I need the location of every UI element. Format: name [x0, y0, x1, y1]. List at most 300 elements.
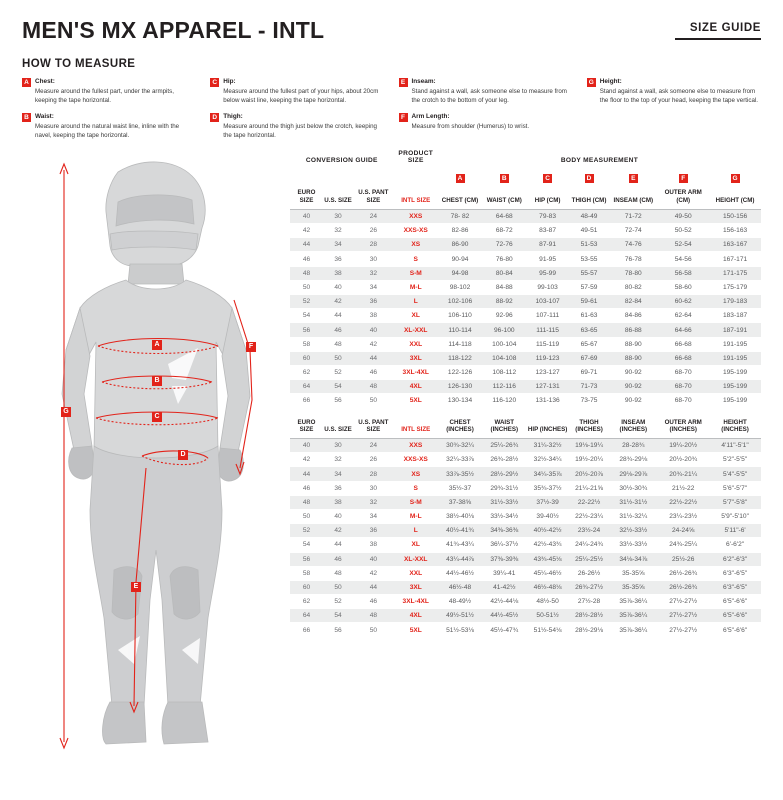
cell-value: 32½-34¼	[526, 453, 568, 467]
cell-value: 35¾-37½	[526, 481, 568, 495]
cell-value: 44	[290, 238, 323, 252]
col-badge-f-icon: F	[679, 174, 688, 183]
cell-value: 5'11"-6'	[709, 524, 761, 538]
cell-value: 42	[290, 453, 323, 467]
cell-intl-size: S	[394, 252, 438, 266]
cell-value: 64	[290, 609, 323, 623]
cell-value: 50	[323, 351, 353, 365]
figure-badge-g: G	[61, 407, 71, 417]
cell-value: 32	[353, 266, 394, 280]
cell-intl-size: 4XL	[394, 380, 438, 394]
cell-value: 56	[290, 323, 323, 337]
cell-value: 24-24⅝	[657, 524, 709, 538]
cell-intl-size: 3XL-4XL	[394, 595, 438, 609]
cell-value: 82-84	[609, 295, 657, 309]
cell-value: 60	[290, 580, 323, 594]
cell-value: 76-78	[609, 252, 657, 266]
cell-value: 40	[323, 509, 353, 523]
cell-value: 42	[290, 224, 323, 238]
cell-value: 28	[353, 467, 394, 481]
cell-value: 90-92	[609, 394, 657, 408]
measure-desc-hip: Measure around the fullest part of your hips, about 20cm below waist line, keeping the tape horizontal.	[223, 87, 379, 104]
cell-value: 44½-46½	[438, 566, 482, 580]
cell-value: 27½-27½	[657, 595, 709, 609]
table-row	[290, 538, 761, 552]
group-body-measurement: BODY MEASUREMENT	[560, 157, 639, 165]
size-guide-label: SIZE GUIDE	[689, 22, 761, 34]
cell-value: 66-68	[657, 351, 709, 365]
badge-e-icon: E	[399, 78, 408, 87]
cell-value: 38	[353, 538, 394, 552]
cell-value: 34	[353, 509, 394, 523]
cell-value: 52	[323, 595, 353, 609]
cell-value: 46	[323, 323, 353, 337]
cell-value: 6'3"-6'5"	[709, 580, 761, 594]
cell-value: 163-167	[709, 238, 761, 252]
cell-value: 52-54	[657, 238, 709, 252]
cell-value: 35⅞-36¼	[609, 595, 657, 609]
table-row	[290, 266, 761, 280]
cell-value: 44½-45½	[482, 609, 526, 623]
cell-value: 52	[290, 295, 323, 309]
col-us-size-in: U.S. SIZE	[323, 417, 353, 439]
cell-value: 38½-40⅛	[438, 509, 482, 523]
badge-d-icon: D	[210, 113, 219, 122]
cell-value: 36	[353, 295, 394, 309]
cell-value: 115-119	[526, 337, 568, 351]
cell-value: 35-35⅝	[609, 566, 657, 580]
table-row	[290, 337, 761, 351]
cell-value: 34¼-35⅞	[526, 467, 568, 481]
cell-value: 38	[323, 495, 353, 509]
cell-value: 191-195	[709, 337, 761, 351]
cell-value: 64	[290, 380, 323, 394]
cell-value: 87-91	[526, 238, 568, 252]
cell-value: 39-40½	[526, 509, 568, 523]
cell-value: 5'7"-5'8"	[709, 495, 761, 509]
cell-value: 39¼-41	[482, 566, 526, 580]
cell-value: 48-49	[569, 209, 610, 223]
cell-intl-size: 5XL	[394, 623, 438, 637]
cell-value: 51-53	[569, 238, 610, 252]
cell-value: 50	[353, 394, 394, 408]
cell-value: 98-102	[438, 280, 482, 294]
page-header	[22, 18, 761, 42]
cell-value: 90-92	[609, 365, 657, 379]
cell-value: 40	[353, 552, 394, 566]
figure-badge-f: F	[246, 342, 256, 352]
cell-value: 104-108	[482, 351, 526, 365]
table-row	[290, 295, 761, 309]
cell-value: 179-183	[709, 295, 761, 309]
cell-value: 40	[323, 280, 353, 294]
measure-text-waist	[35, 112, 196, 140]
cell-intl-size: L	[394, 295, 438, 309]
cell-value: 46	[323, 552, 353, 566]
table-row	[290, 439, 761, 453]
table-row	[290, 495, 761, 509]
measure-label-height: Height:	[599, 78, 622, 85]
group-header-row	[290, 150, 761, 167]
cell-value: 68-70	[657, 365, 709, 379]
cell-intl-size: 5XL	[394, 394, 438, 408]
cell-value: 31½-32¼	[609, 509, 657, 523]
cell-value: 45½-47¾	[482, 623, 526, 637]
cell-value: 42	[353, 337, 394, 351]
cell-value: 46	[353, 365, 394, 379]
cell-value: 111-115	[526, 323, 568, 337]
cell-value: 55-57	[569, 266, 610, 280]
figure-badge-b: B	[152, 376, 162, 386]
measure-desc-arm-length: Measure from shoulder (Humerus) to wrist.	[411, 122, 530, 130]
cell-value: 48	[353, 609, 394, 623]
cell-value: 35⅞-36¼	[609, 623, 657, 637]
cell-value: 91-95	[526, 252, 568, 266]
cell-value: 26	[353, 224, 394, 238]
measure-desc-chest: Measure around the fullest part, under the armpits, keeping the tape horizontal.	[35, 87, 174, 104]
cell-value: 31½-33½	[482, 495, 526, 509]
cell-value: 42	[353, 566, 394, 580]
cell-value: 41¾-43¼	[438, 538, 482, 552]
page-title: MEN'S MX APPAREL - INTL	[22, 17, 325, 43]
cell-value: 99-103	[526, 280, 568, 294]
cell-value: 110-114	[438, 323, 482, 337]
cell-intl-size: L	[394, 524, 438, 538]
col-height-cm: HEIGHT (CM)	[709, 187, 761, 209]
col-badge-e-icon: E	[629, 174, 638, 183]
table-separator	[290, 408, 761, 417]
cell-value: 34	[323, 467, 353, 481]
measure-item-hip	[210, 77, 384, 105]
cell-value: 64-66	[657, 323, 709, 337]
cell-value: 32½-33½	[609, 524, 657, 538]
cell-value: 40½-41¾	[438, 524, 482, 538]
badge-g-icon: G	[588, 79, 594, 86]
measure-item-chest	[22, 77, 196, 105]
cell-value: 6'5"-6'6"	[709, 609, 761, 623]
cell-value: 79-83	[526, 209, 568, 223]
cell-value: 28	[353, 238, 394, 252]
table-row	[290, 509, 761, 523]
cell-value: 35½-37	[438, 481, 482, 495]
cell-value: 167-171	[709, 252, 761, 266]
size-guide-rule	[675, 38, 761, 40]
cell-value: 80-82	[609, 280, 657, 294]
measure-text-height	[600, 77, 761, 105]
measure-label-waist: Waist:	[35, 113, 54, 121]
cell-value: 42½-43¾	[526, 538, 568, 552]
col-inseam-cm: INSEAM (CM)	[609, 187, 657, 209]
cell-value: 21½-22	[657, 481, 709, 495]
cell-value: 54	[323, 609, 353, 623]
cell-value: 103-107	[526, 295, 568, 309]
cell-value: 50	[323, 580, 353, 594]
cell-value: 59-61	[569, 295, 610, 309]
measure-desc-thigh: Measure around the thigh just below the crotch, keeping the tape horizontal.	[223, 122, 378, 140]
col-inseam-in: INSEAM (INCHES)	[609, 417, 657, 439]
cell-value: 187-191	[709, 323, 761, 337]
cell-value: 83-87	[526, 224, 568, 238]
measure-label-thigh: Thigh:	[223, 113, 243, 121]
table-row	[290, 351, 761, 365]
cell-value: 32¼-33⅞	[438, 453, 482, 467]
col-badge-b-icon: B	[500, 174, 509, 183]
cell-value: 44	[290, 467, 323, 481]
cell-value: 20½-20¾	[657, 453, 709, 467]
cell-value: 43¾-45⅛	[526, 552, 568, 566]
cell-value: 71-73	[569, 380, 610, 394]
cell-value: 22½-22½	[657, 495, 709, 509]
cell-value: 27½-28	[569, 595, 610, 609]
col-waist-in: WAIST (INCHES)	[482, 417, 526, 439]
cell-value: 48-49½	[438, 595, 482, 609]
cell-value: 48½-50	[526, 595, 568, 609]
cell-value: 37-38⅝	[438, 495, 482, 509]
cell-value: 88-90	[609, 337, 657, 351]
col-chest-cm: CHEST (CM)	[438, 187, 482, 209]
cell-value: 114-118	[438, 337, 482, 351]
cell-value: 82-86	[438, 224, 482, 238]
measure-desc-inseam: Stand against a wall, ask someone else to measure from the crotch to the bottom of your leg.	[411, 87, 567, 104]
col-height-in: HEIGHT (INCHES)	[709, 417, 761, 439]
cell-value: 78- 82	[438, 209, 482, 223]
cell-value: 32	[323, 453, 353, 467]
cell-value: 60-62	[657, 295, 709, 309]
cell-value: 60	[290, 351, 323, 365]
cell-intl-size: XXS	[394, 439, 438, 453]
badge-f-icon: F	[399, 113, 408, 122]
cell-value: 48	[323, 337, 353, 351]
cell-value: 40	[290, 439, 323, 453]
cell-value: 50-52	[657, 224, 709, 238]
cell-value: 26¾-28½	[482, 453, 526, 467]
col-euro-size: EURO SIZE	[290, 187, 323, 209]
cell-value: 62	[290, 365, 323, 379]
cell-value: 5'2"-5'5"	[709, 453, 761, 467]
cell-value: 46½-48⅛	[526, 580, 568, 594]
cell-value: 171-175	[709, 266, 761, 280]
measure-text-inseam	[412, 77, 573, 105]
cell-intl-size: 3XL	[394, 580, 438, 594]
table-row	[290, 595, 761, 609]
cell-value: 58	[290, 337, 323, 351]
cell-value: 29⅛-29⅞	[609, 467, 657, 481]
measure-text-hip	[223, 77, 384, 105]
cell-value: 48	[290, 495, 323, 509]
table-row	[290, 238, 761, 252]
cell-value: 49-50	[657, 209, 709, 223]
cell-value: 36¼-37½	[482, 538, 526, 552]
cell-value: 61-63	[569, 309, 610, 323]
cell-value: 123-127	[526, 365, 568, 379]
cell-intl-size: S-M	[394, 266, 438, 280]
cell-value: 175-179	[709, 280, 761, 294]
cell-intl-size: XXL	[394, 337, 438, 351]
cell-value: 73-75	[569, 394, 610, 408]
rider-figure	[22, 150, 290, 760]
column-header-row-cm	[290, 187, 761, 209]
cell-value: 25¼-25½	[569, 552, 610, 566]
cell-intl-size: S-M	[394, 495, 438, 509]
cell-value: 28¾-29⅛	[609, 453, 657, 467]
table-row	[290, 524, 761, 538]
measure-item-waist	[22, 112, 196, 140]
cell-value: 41-42½	[482, 580, 526, 594]
col-thigh-cm: THIGH (CM)	[569, 187, 610, 209]
cell-value: 126-130	[438, 380, 482, 394]
cell-value: 183-187	[709, 309, 761, 323]
cell-value: 56	[323, 623, 353, 637]
cell-value: 66-68	[657, 337, 709, 351]
cell-value: 56	[290, 552, 323, 566]
cell-value: 108-112	[482, 365, 526, 379]
cell-intl-size: 4XL	[394, 609, 438, 623]
cell-value: 34⅛-34⅞	[609, 552, 657, 566]
measure-text-thigh	[223, 112, 384, 140]
cell-value: 33½-33½	[609, 538, 657, 552]
table-row	[290, 580, 761, 594]
table-row	[290, 481, 761, 495]
cell-value: 131-136	[526, 394, 568, 408]
cell-value: 27½-27½	[657, 609, 709, 623]
cell-value: 63-65	[569, 323, 610, 337]
cell-intl-size: M-L	[394, 280, 438, 294]
cell-value: 43¼-44⅞	[438, 552, 482, 566]
cell-value: 37⅜-39⅜	[482, 552, 526, 566]
cell-value: 50	[290, 280, 323, 294]
cell-value: 5'9"-5'10"	[709, 509, 761, 523]
table-row	[290, 609, 761, 623]
cell-value: 33½-34½	[482, 509, 526, 523]
cell-value: 69-71	[569, 365, 610, 379]
cell-value: 30	[353, 252, 394, 266]
col-hip-cm: HIP (CM)	[526, 187, 568, 209]
cell-value: 50	[353, 623, 394, 637]
cell-value: 49½-51½	[438, 609, 482, 623]
col-badge-g-icon: G	[732, 175, 738, 183]
cell-value: 36	[323, 252, 353, 266]
cell-value: 38	[353, 309, 394, 323]
table-row	[290, 209, 761, 223]
cell-value: 49-51	[569, 224, 610, 238]
cell-value: 26¾-27½	[569, 580, 610, 594]
col-intl-size: INTL SIZE	[394, 187, 438, 209]
size-table-cm	[290, 150, 761, 407]
cell-value: 27½-27½	[657, 623, 709, 637]
table-row	[290, 394, 761, 408]
cell-value: 19⅛-19¼	[569, 439, 610, 453]
cell-value: 20½-20⅞	[569, 467, 610, 481]
badge-a-icon: A	[22, 78, 31, 87]
cell-value: 6'5"-6'6"	[709, 623, 761, 637]
col-us-pant-size-in: U.S. PANT SIZE	[353, 417, 394, 439]
table-row	[290, 467, 761, 481]
cell-value: 53-55	[569, 252, 610, 266]
measure-item-thigh	[210, 112, 384, 140]
measure-item-inseam	[399, 77, 573, 105]
cell-value: 26½-26¾	[657, 580, 709, 594]
cell-value: 23½-24	[569, 524, 610, 538]
cell-value: 127-131	[526, 380, 568, 394]
col-waist-cm: WAIST (CM)	[482, 187, 526, 209]
measure-label-hip: Hip:	[223, 78, 236, 85]
table-row	[290, 224, 761, 238]
tables-column	[290, 150, 761, 760]
cell-value: 42	[323, 295, 353, 309]
cell-value: 32	[323, 224, 353, 238]
cell-value: 122-126	[438, 365, 482, 379]
cell-value: 40½-42½	[526, 524, 568, 538]
cell-value: 5'4"-5'5"	[709, 467, 761, 481]
cell-value: 37½-39	[526, 495, 568, 509]
cell-value: 51½-53⅛	[438, 623, 482, 637]
measure-label-inseam: Inseam:	[411, 78, 436, 85]
cell-value: 92-96	[482, 309, 526, 323]
col-outer-arm-cm: OUTER ARM (CM)	[657, 187, 709, 209]
cell-value: 54	[323, 380, 353, 394]
cell-value: 30½-30¾	[609, 481, 657, 495]
cell-value: 50	[290, 509, 323, 523]
cell-value: 100-104	[482, 337, 526, 351]
cell-value: 46	[290, 252, 323, 266]
cell-value: 34	[323, 238, 353, 252]
cell-value: 24¾-25¼	[657, 538, 709, 552]
cell-intl-size: 3XL	[394, 351, 438, 365]
table-row	[290, 552, 761, 566]
cell-value: 52	[323, 365, 353, 379]
badge-b-icon: B	[22, 113, 31, 122]
cell-value: 90-92	[609, 380, 657, 394]
cell-value: 191-195	[709, 351, 761, 365]
cell-value: 54	[290, 309, 323, 323]
cell-value: 26½-26¾	[657, 566, 709, 580]
cell-value: 68-70	[657, 380, 709, 394]
size-table-cm-body	[290, 209, 761, 407]
group-product-size: PRODUCT SIZE	[398, 150, 434, 165]
cell-value: 6'-6'2"	[709, 538, 761, 552]
cell-intl-size: XXS	[394, 209, 438, 223]
cell-value: 119-123	[526, 351, 568, 365]
cell-value: 44	[353, 351, 394, 365]
cell-intl-size: XXS-XS	[394, 224, 438, 238]
cell-value: 86-90	[438, 238, 482, 252]
cell-intl-size: XL	[394, 309, 438, 323]
size-table-inches	[290, 417, 761, 637]
cell-value: 95-99	[526, 266, 568, 280]
cell-value: 84-88	[482, 280, 526, 294]
cell-value: 86-88	[609, 323, 657, 337]
how-to-measure-title: HOW TO MEASURE	[22, 58, 136, 70]
table-row	[290, 566, 761, 580]
cell-value: 24	[353, 209, 394, 223]
cell-value: 118-122	[438, 351, 482, 365]
measure-desc-height: Stand against a wall, ask someone else to measure from the floor to the top of your head, keeping the tape vertical.	[599, 87, 758, 104]
cell-intl-size: XL-XXL	[394, 323, 438, 337]
cell-value: 56-58	[657, 266, 709, 280]
table-row	[290, 380, 761, 394]
cell-value: 50-51½	[526, 609, 568, 623]
cell-value: 4'11"-5'1"	[709, 439, 761, 453]
cell-value: 30	[353, 481, 394, 495]
cell-intl-size: XXS-XS	[394, 453, 438, 467]
cell-value: 40	[290, 209, 323, 223]
col-euro-size-in: EURO SIZE	[290, 417, 323, 439]
col-us-pant-size: U.S. PANT SIZE	[353, 187, 394, 209]
measure-text-chest	[35, 77, 196, 105]
col-thigh-in: THIGH (INCHES)	[569, 417, 610, 439]
cell-value: 76-80	[482, 252, 526, 266]
cell-value: 156-163	[709, 224, 761, 238]
